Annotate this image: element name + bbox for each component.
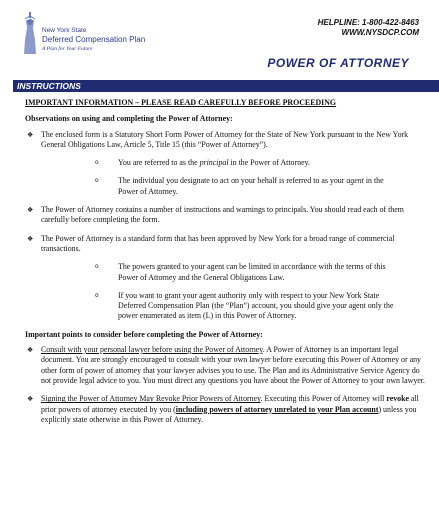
- nysdcp-logo: [20, 10, 190, 65]
- principal-term: principal: [199, 158, 229, 168]
- helpline-number: HELPLINE: 1-800-422-8463: [317, 18, 419, 27]
- sub-text: If you want to grant your agent authority only with respect to your New York State Deferred Compensation Plan (the “Plan”) account, you should give your agent only the power enumerated as item (L) in this Power of Attorney.: [118, 290, 394, 321]
- logo-state-name: New York State: [42, 27, 87, 34]
- sub-list-item: [25, 262, 425, 283]
- observations-heading: Observations on using and completing the Power of Attorney:: [25, 114, 233, 124]
- sub-text: The powers granted to your agent can be limited in accordance with the terms of this Power of Attorney and the General Obligations Law.: [118, 262, 386, 282]
- revoke-term: revoke: [386, 394, 409, 404]
- diamond-bullet-icon: ❖: [27, 206, 34, 215]
- agent-term: agent: [346, 176, 364, 186]
- document-title: POWER OF ATTORNEY: [267, 56, 409, 70]
- bullet-text-2: all prior powers of attorney executed by you (: [41, 394, 419, 414]
- consult-lawyer-link: Consult with your personal lawyer before using the Power of Attorney: [41, 345, 263, 355]
- logo-tagline: A Plan for Your Future: [42, 46, 93, 52]
- page-header: [0, 0, 439, 82]
- unrelated-powers-term: including powers of attorney unrelated to your Plan account: [175, 404, 379, 414]
- sub-text: You are referred to as the: [118, 158, 200, 168]
- diamond-bullet-icon: ❖: [27, 395, 34, 404]
- bullet-text: The Power of Attorney contains a number of instructions and warnings to principals. You should read each of them carefully before completing the form.: [41, 205, 404, 225]
- circle-bullet-icon: o: [95, 177, 99, 185]
- bullet-text: The Power of Attorney is a standard form that has been approved by New York for a broad range of commercial transactions.: [41, 233, 395, 253]
- sub-text-end: in the Power of Attorney.: [118, 176, 384, 196]
- sub-list-item: [25, 176, 425, 197]
- sub-list-item: [25, 158, 425, 168]
- logo-plan-name: Deferred Compensation Plan: [42, 35, 146, 44]
- bullet-text: . Executing this Power of Attorney will: [260, 394, 387, 404]
- circle-bullet-icon: o: [95, 159, 99, 167]
- sub-list-item: [25, 291, 425, 322]
- bullet-text: The enclosed form is a Statutory Short Form Power of Attorney for the State of New York pursuant to the New York General Obligations Law, Article 5, Title 15 (this “Power of Attorney”).: [41, 129, 409, 149]
- statue-of-liberty-icon: [20, 10, 40, 56]
- list-item: [25, 394, 425, 425]
- section-bar-label: INSTRUCTIONS: [17, 81, 81, 91]
- website-link[interactable]: WWW.NYSDCP.COM: [341, 28, 419, 37]
- sub-text-end: in the Power of Attorney.: [228, 158, 310, 168]
- circle-bullet-icon: o: [95, 263, 99, 271]
- section-bar: [13, 80, 439, 92]
- list-item: [25, 205, 425, 226]
- important-heading: IMPORTANT INFORMATION – PLEASE READ CAREFULLY BEFORE PROCEEDING: [25, 98, 337, 107]
- contact-info: [318, 18, 419, 38]
- diamond-bullet-icon: ❖: [27, 234, 34, 243]
- revoke-warning-link: Signing the Power of Attorney May Revoke Prior Powers of Attorney: [41, 394, 261, 404]
- important-points-heading: Important points to consider before completing the Power of Attorney:: [25, 329, 263, 339]
- instructions-body: [25, 98, 425, 433]
- list-item: [25, 130, 425, 151]
- bullet-text: . A Power of Attorney is an important legal document. You are strongly encouraged to consult with your own lawyer before executing this Power of Attorney or any other form of power of attorney that your lawyer advises you to use. The Plan and its Administrative Service Agency do not provide legal advice to you. You must direct any questions you have about the Power of Attorney to your own lawyer.: [41, 345, 425, 385]
- circle-bullet-icon: o: [95, 291, 99, 299]
- bullet-text-3: ) unless you explicitly state otherwise in this Power of Attorney.: [41, 404, 417, 424]
- diamond-bullet-icon: ❖: [27, 346, 34, 355]
- sub-text: The individual you designate to act on your behalf is referred to as your: [118, 176, 347, 186]
- list-item: [25, 234, 425, 255]
- list-item: [25, 345, 425, 386]
- diamond-bullet-icon: ❖: [27, 130, 34, 139]
